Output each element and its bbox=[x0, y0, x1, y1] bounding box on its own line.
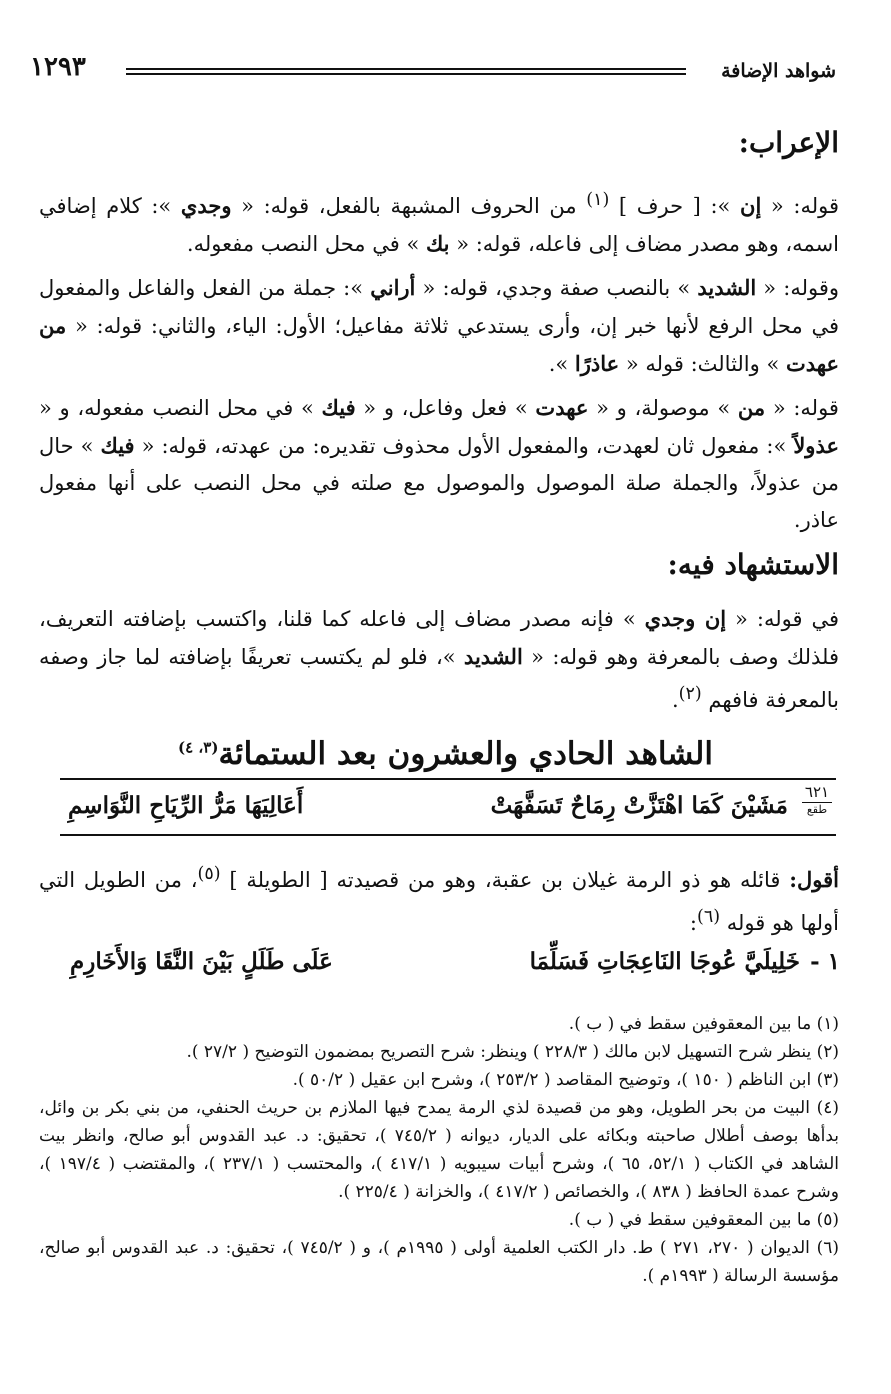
verse-one-number: ١ - bbox=[810, 948, 840, 975]
footnote-ref[interactable]: (٦) bbox=[696, 907, 721, 927]
aqulu-section bbox=[39, 856, 839, 942]
irab-paragraph-2: وقوله: « الشديد » بالنصب صفة وجدي، قوله: « أراني »: جملة من الفعل والفاعل والمفعول في محل الرفع لأنها خبر إن، وأرى يستدعي ثلاثة مفاعيل؛ الأول: الياء، والثاني: قوله: « من عهدت » والثالث: قوله « عاذرًا ». bbox=[39, 275, 840, 376]
footnotes bbox=[39, 1010, 839, 1290]
istishhad-heading: الاستشهاد فيه: bbox=[667, 548, 839, 581]
footnote-ref[interactable]: (٢) bbox=[678, 684, 702, 704]
footnote-ref[interactable]: (١) bbox=[586, 190, 610, 210]
aqulu-paragraph: أقول: قائله هو ذو الرمة غيلان بن عقبة، وهو من قصيدته [ الطويلة ] $^{(٥)}$، من الطويل التي أولها هو قوله $^{(٦)}$: bbox=[39, 864, 839, 935]
footnote-6: (٦) الديوان ( ٢٧٠، ٢٧١ ) ط. دار الكتب العلمية أولى ( ١٩٩٥م )، و ( ٧٤٥/٢ )، تحقيق: د. عبد القدوس أبو صالح، مؤسسة الرسالة ( ١٩٩٣م ). bbox=[39, 1238, 840, 1286]
shahid-title: الشاهد الحادي والعشرون بعد الستمائة$^{(٣، ٤)}$ bbox=[178, 736, 713, 772]
verse-number: ٦٢١ طقع bbox=[802, 784, 832, 817]
verse-one bbox=[60, 948, 840, 988]
hemistich-right: مَشَيْنَ كَمَا اهْتَزَّتْ رِمَاحٌ تَسَفَّهَتْ bbox=[490, 792, 788, 819]
irab-section bbox=[39, 182, 839, 539]
footnote-4: (٤) البيت من بحر الطويل، وهو من قصيدة لذي الرمة يمدح فيها الملازم بن حريث الحنفي، من بني بكر بن وائل، بدأها بوصف أطلال صاحبته وبكائه على الديار، ديوانه ( ٧٤٥/٢ )، تحقيق: د. عبد القدوس أبو صالح، وانظر بيت الشاهد في الكتاب ( ٥٢/١، ٦٥ )، وشرح أبيات سيبويه ( ٤١٧/١ )، والمحتسب ( ٢٣٧/١ )، والمقتضب ( ١٩٧/٤ )، وشرح عمدة الحافظ ( ٨٣٨ )، والخصائص ( ٤١٧/٢ )، والخزانة ( ٢٢٥/٤ ). bbox=[39, 1098, 840, 1202]
footnote-2: (٢) ينظر شرح التسهيل لابن مالك ( ٢٢٨/٣ ) وينظر: شرح التصريح بمضمون التوضيح ( ٢٧/٢ ). bbox=[186, 1042, 839, 1062]
irab-heading: الإعراب: bbox=[738, 126, 839, 159]
meter-tag: طقع bbox=[806, 803, 828, 816]
verse-one-hemistich-right: خَلِيلَيَّ عُوجَا النَاعِجَاتِ فَسَلِّمَا bbox=[529, 948, 800, 975]
hemistich-left: أَعَالِيَهَا مَرُّ الرِّيَاحِ النَّوَاسِمِ bbox=[68, 792, 304, 819]
header-double-rule bbox=[126, 68, 686, 75]
footnote-ref[interactable]: (٥) bbox=[197, 864, 221, 884]
irab-paragraph-1: قوله: « إن »: [ حرف ] $^{(١)}$ من الحروف المشبهة بالفعل، قوله: « وجدي »: كلام إضافي اسمه، وهو مصدر مضاف إلى فاعله، قوله: « بك » في محل النصب مفعوله. bbox=[39, 190, 839, 256]
footnote-5: (٥) ما بين المعقوفين سقط في ( ب ). bbox=[568, 1210, 839, 1230]
footnote-ref[interactable]: (٣، ٤) bbox=[178, 738, 219, 757]
istishhad-section bbox=[39, 600, 839, 719]
istishhad-paragraph: في قوله: « إن وجدي » فإنه مصدر مضاف إلى فاعله كما قلنا، واكتسب بإضافته التعريف، فلذلك وصف بالمعرفة وهو قوله: « الشديد »، فلو لم يكتسب تعريفًا بإضافته لما جاز وصفه بالمعرفة فافهم $^{(٢)}$. bbox=[39, 606, 839, 712]
running-header bbox=[30, 52, 836, 86]
verse-box bbox=[60, 778, 836, 836]
footnote-3: (٣) ابن الناظم ( ١٥٠ )، وتوضيح المقاصد ( ٢٥٣/٢ )، وشرح ابن عقيل ( ٥٠/٢ ). bbox=[292, 1070, 839, 1090]
irab-paragraph-3: قوله: « من » موصولة، و « عهدت » فعل وفاعل، و « فيك » في محل النصب مفعوله، و « عذولاً »: مفعول ثان لعهدت، والمفعول الأول محذوف تقديره: من عهدته، قوله: « فيك » حال من عذولاً، والجملة صلة الموصول والموصول مع صلته في محل النصب على أنها مفعول عاذر. bbox=[39, 395, 839, 532]
running-header-title: شواهد الإضافة bbox=[721, 60, 836, 82]
verse-one-hemistich-left: عَلَى طَلَلٍ بَيْنَ النَّقَا وَالأَخَارِمِ bbox=[70, 948, 333, 975]
footnote-1: (١) ما بين المعقوفين سقط في ( ب ). bbox=[568, 1014, 839, 1034]
page-number: ١٢٩٣ bbox=[30, 52, 86, 82]
